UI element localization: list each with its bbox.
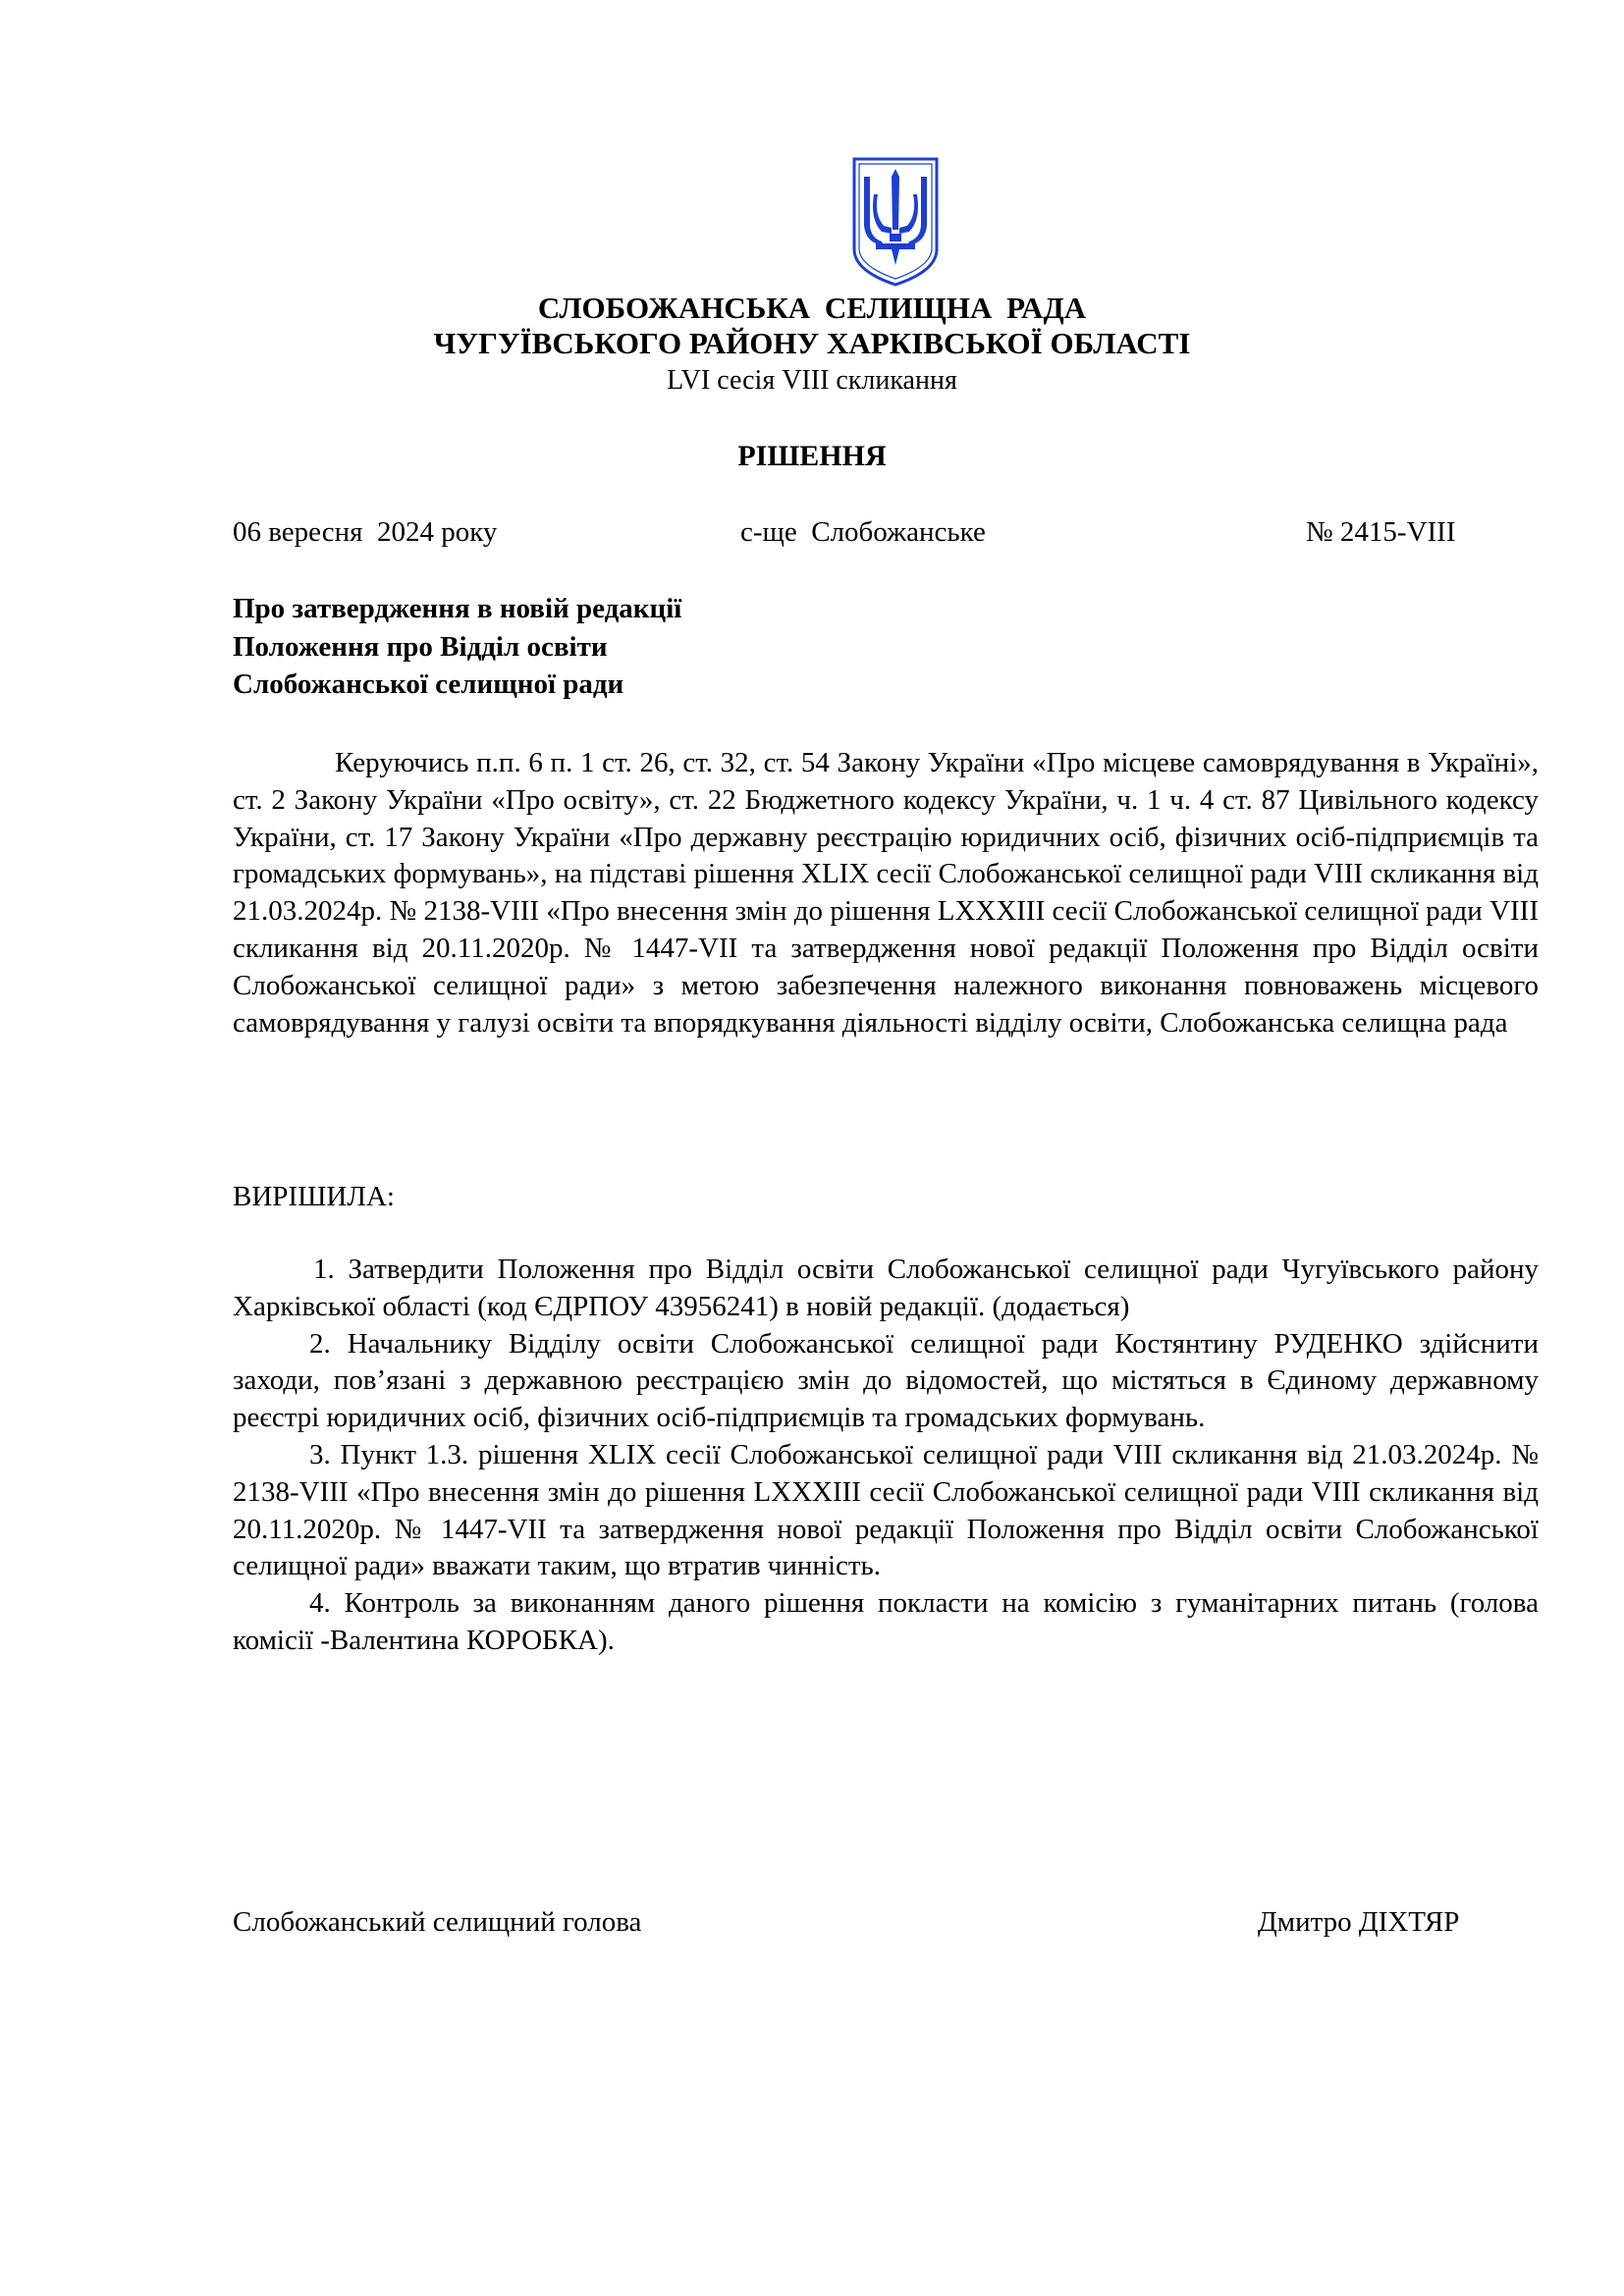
document-title: РІШЕННЯ (737, 440, 887, 472)
decision-item: 1. Затвердити Положення про Відділ освіти Слобожанської селищної ради Чугуївського району Харківської області (код ЄДРПОУ 43956241) в новій редакції. (додається) (233, 1254, 1539, 1322)
decision-item: 2. Начальнику Відділу освіти Слобожанської селищної ради Костянтину РУДЕНКО здійснити заходи, пов’язані з державною реєстрацією змін до відомостей, що містяться в Єдиному державному реєстрі юридичних осіб, фізичних осіб-підприємців та громадських формувань. (233, 1327, 1539, 1434)
signatory-position: Слобожанський селищний голова (233, 1906, 642, 1938)
decision-number: № 2415-VIII (1306, 516, 1456, 548)
decision-items (233, 1252, 1539, 1660)
council-district: ЧУГУЇВСЬКОГО РАЙОНУ ХАРКІВСЬКОЇ ОБЛАСТІ (433, 326, 1191, 360)
subject-line: Слобожанської селищної ради (233, 668, 624, 700)
resolved-label: ВИРІШИЛА: (233, 1181, 395, 1212)
decision-item: 4. Контроль за виконанням даного рішення покласти на комісію з гуманітарних питань (голова комісії -Валентина КОРОБКА). (233, 1587, 1539, 1656)
decision-date: 06 вересня 2024 року (233, 516, 498, 548)
council-name: СЛОБОЖАНСЬКА СЕЛИЩНА РАДА (537, 291, 1087, 325)
decision-place: с-ще Слобожанське (740, 516, 986, 548)
subject-line: Положення про Відділ освіти (233, 630, 608, 663)
preamble-paragraph: Керуючись п.п. 6 п. 1 ст. 26, ст. 32, ст. 54 Закону України «Про місцеве самоврядування в Україні», ст. 2 Закону України «Про освіту», ст. 22 Бюджетного кодексу України, ч. 1 ч. 4 ст. 87 Цивільного кодексу України, ст. 17 Закону України «Про державну реєстрацію юридичних осіб, фізичних осіб-підприємців та громадських формувань», на підставі рішення XLIX сесії Слобожанської селищної ради VIII скликання від 21.03.2024р. № 2138-VIII «Про внесення змін до рішення LXXXIII сесії Слобожанської селищної ради VIII скликання від 20.11.2020р. № 1447-VII та затвердження нової редакції Положення про Відділ освіти Слобожанської селищної ради» з метою забезпечення належного виконання повноважень місцевого самоврядування у галузі освіти та впорядкування діяльності відділу освіти, Слобожанська селищна рада (233, 747, 1539, 1039)
decision-item: 3. Пункт 1.3. рішення XLIX сесії Слобожанської селищної ради VIII скликання від 21.03.2024р. № 2138-VIII «Про внесення змін до рішення LXXXIII сесії Слобожанської селищної ради VIII скликання від 20.11.2020р. № 1447-VII та затвердження нової редакції Положення про Відділ освіти Слобожанської селищної ради» вважати таким, що втратив чинність. (233, 1438, 1539, 1582)
decision-subject (233, 590, 1116, 704)
subject-line: Про затвердження в новій редакції (233, 593, 682, 624)
signatory-name: Дмитро ДІХТЯР (1258, 1906, 1460, 1938)
coat-of-arms-icon (850, 155, 941, 289)
session-info: LVI сесія VIII скликання (667, 365, 957, 396)
